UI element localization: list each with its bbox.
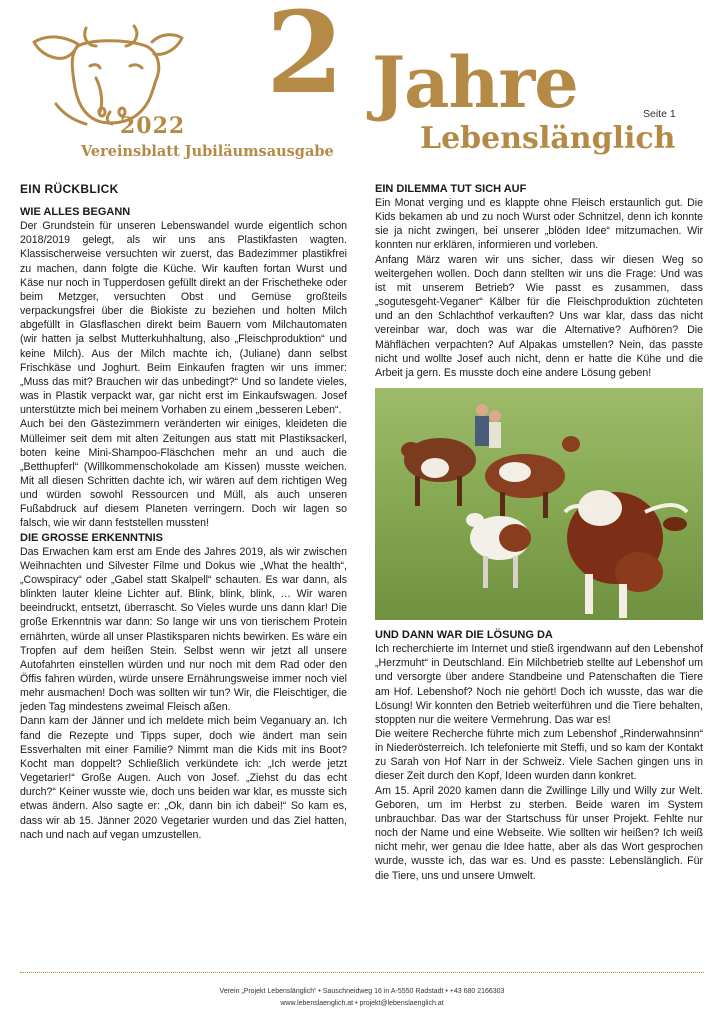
headline-number: 2: [266, 0, 344, 119]
block-title-solution: UND DANN WAR DIE LÖSUNG DA: [375, 629, 553, 642]
footer-web: www.lebenslaenglich.at • projekt@lebenslaenglich.at: [280, 1000, 444, 1007]
paragraph: Dann kam der Jänner und ich meldete mich beim Veganuary an. Ich fand die Rezepte und Tipps super, doch wie ändert man sein Essverhalten mit einer Familie? Nimmt man die Kids mit ins Boot? Kocht man doppelt? Schließlich verkündete ich: „Ich werde jetzt Vegetarier!“ Große Augen. Auch von Josef. „Ziehst du das echt durch?“ Keiner wusste wie, doch uns beiden war klar, es musste sich etwas ändern. Also sagte er: „Ok, dann bin ich dabei!“ So kam es, dass wir ab 15. Jänner 2020 Vegetarier wurden und das Ziel hatten, nach und nach auf vegan umzustellen.: [20, 715, 347, 841]
right-column: [375, 182, 703, 883]
footer-divider: [20, 972, 704, 973]
paragraph: Ein Monat verging und es klappte ohne Fleisch erstaunlich gut. Die Kids bekamen ab und zu noch Wurst oder Schnitzel, denn ich konnte sie ja nicht zwingen, bei unserer „blöden Idee“ mitzumachen. Wir konnten nur erklären, informieren und vorleben.: [375, 197, 703, 252]
paragraph: Ich recherchierte im Internet und stieß irgendwann auf den Lebenshof „Herzmuht“ in Deutschland. Ein Milchbetrieb stellte auf Lebenshof um und versorgte über andere Standbeine und Patenschaften die Tiere am Hof. Lebenshof? Noch nie gehört! Doch ich wusste, das war die Lösung! Wir konnten den Betrieb weiterführen und die Tiere behalten, stoppten nur die weitere Vermehrung. Das war es!: [375, 643, 703, 726]
logo-subtitle: Vereinsblatt Jubiläumsausgabe: [81, 143, 334, 160]
paragraph: Anfang März waren wir uns sicher, dass wir diesen Weg so weitergehen wollen. Doch dann stellten wir uns die Frage: Und was ist mit unserem Betrieb? Wie passt es zusammen, dass „sogutesgeht-Veganer“ Kälber für die Fleischproduktion züchteten und an den Schlachthof verkauften? Uns war klar, dass das nicht vereinbar war, doch was war die Alternative? Aufhören? Die Mähflächen verpachten? Auf Alpakas umstellen? Nein, das passte nicht und wollte Josef auch nicht, denn er hatte die Kühe und die Arbeit ja gern. Es musste doch eine andere Lösung geben!: [375, 253, 703, 379]
left-column: [20, 182, 347, 842]
paragraph: Am 15. April 2020 kamen dann die Zwillinge Lilly und Willy zur Welt. Geboren, um im Herbst zu sterben. Beide waren im System unbrauchbar. Das war der Startschuss für unser Projekt. Fehlte nur noch der Name und eine Webseite. Wie sollten wir heißen? Ich weiß nicht mehr, wer genau die Idee hatte, aber als das Wort gesprochen wurde, wusste ich, das war es. Und es passte: Lebenslänglich. Für die Tiere, uns und unsere Umwelt.: [375, 784, 703, 882]
block-title-dilemma: EIN DILEMMA TUT SICH AUF: [375, 183, 527, 195]
block-title-insight: DIE GROSSE ERKENNTNIS: [20, 531, 164, 544]
block-title-begin: WIE ALLES BEGANN: [20, 206, 131, 219]
paragraph: Auch bei den Gästezimmern veränderten wir einiges, kleideten die Mülleimer seit dem mit alten Zeitungen aus statt mit Plastiksackerl, boten keine Mini-Shampoo-Fläschchen mehr an und auch die „Betthupferl“ (Willkommenschokolade am Kissen) musste weichen. Mit all diesen Schritten dachte ich, wir wären auf dem richtigen Weg und würden sowohl Ressourcen und Müll, als auch unseren Fußabdruck auf diesem Planeten verringern. Doch wir lagen so falsch, wie wir dann feststellen mussten!: [20, 418, 347, 530]
headline-word: Jahre: [372, 41, 578, 124]
paragraph: Das Erwachen kam erst am Ende des Jahres 2019, als wir zwischen Weihnachten und Silvester Filme und Dokus wie „What the health“, „Cowspiracy“ oder „Gabel statt Skalpell“ schauten. Es war dann, als blinkten lauter kleine Lichter auf. Blink, blink, blink, … Wir waren beeindruckt, entsetzt, überrascht. So Vieles wurde uns dann klar! Die große Erkenntnis war dann: So lange wir uns von tierischem Protein ernährten, würde all unser Plastiksparen nichts bewirken. Es wäre ein Tropfen auf dem heißen Stein. Selbst wenn wir jetzt all unsere Autofahrten einstellen würden und nur noch mit dem Rad oder den Öffis fahren würden, würde unsere Ernährungsweise immer noch viel mehr ausmachen! Doch was sollten wir tun? Wir, die Fleischtiger, die jeden Tag mindestens zweimal Fleisch aßen.: [20, 545, 347, 714]
logo-year: 2022: [120, 113, 186, 139]
page-number: Seite 1: [643, 108, 676, 120]
cows-photo: [375, 388, 703, 620]
footer: [0, 986, 724, 1010]
headline-subtitle: Lebenslänglich: [420, 121, 676, 156]
section-title: EIN RÜCKBLICK: [20, 182, 119, 196]
paragraph: Die weitere Recherche führte mich zum Lebenshof „Rinderwahnsinn“ in Niederösterreich. Ich telefonierte mit Steffi, und so kam der Kontakt zu Sarah von Hof Narr in der Schweiz. Viele Sachen gingen uns in dieser Zeit durch den Kopf, Ideen wurden dann konkret.: [375, 727, 703, 783]
paragraph: Der Grundstein für unseren Lebenswandel wurde eigentlich schon 2018/2019 gelegt, als wir uns ans Plastikfasten wagten. Klassischerweise versuchten wir zuerst, das Badezimmer plastikfrei zu machen, dann folgte die Küche. Wir kauften fortan Wurst und Käse nur noch in Tupperdosen gefüllt direkt an der Frischetheke oder beim Metzger, versuchten Obst und Gemüse großteils verpackungsfrei über die Biokiste zu beziehen und holten Milch abgefüllt in Glasflaschen direkt beim Bauern vom Milchautomaten (wir hatten ja selbst Mutterkuhhaltung, also „Fleischproduktion“ und keine Milch). Aus der Milch machte ich, (Juliane) dann selbst Frischkäse und Joghurt. Beim Einkaufen fragten wir uns immer: „Muss das mit? Brauchen wir das unbedingt?“ Und so landete vieles, was in Plastik verpackt war, gar nicht erst im Einkaufswagen. Josef unterstützte mich bei meinem Vorhaben zu einem „besseren Leben“.: [20, 220, 347, 417]
footer-address: Verein „Projekt Lebenslänglich“ • Sauschneidweg 16 in A-5550 Radstadt • +43 680 2166303: [219, 988, 505, 995]
